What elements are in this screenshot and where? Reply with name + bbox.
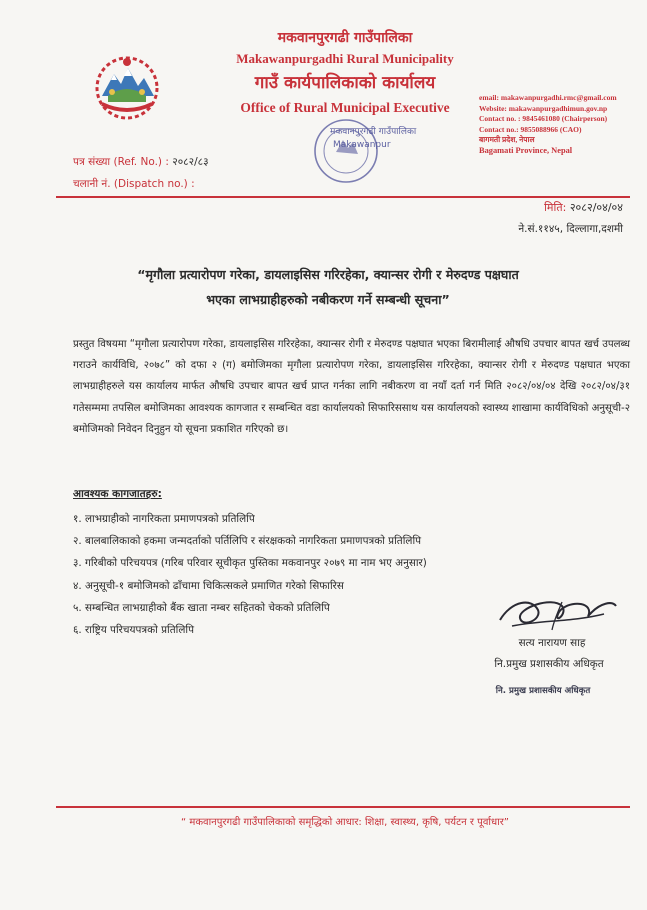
notice-body <box>73 334 630 440</box>
documents-heading: आवश्यक कागजातहरु: <box>73 488 162 500</box>
title-line-2: भएका लाभग्राहीहरुको नबीकरण गर्ने सम्बन्धी सूचना” <box>206 292 450 307</box>
notice-title <box>78 262 578 312</box>
municipality-name-en: Makawanpurgadhi Rural Municipality <box>236 51 454 66</box>
signatory-title: नि.प्रमुख प्रशासकीय अधिकृत <box>494 658 604 670</box>
nepal-emblem-icon <box>88 52 166 122</box>
municipality-name-np: मकवानपुरगढी गाउँपालिका <box>277 30 413 46</box>
stamp-text: मकवानपुरगढी गाउँपालिका <box>330 127 417 137</box>
list-item: ५. सम्बन्धित लाभग्राहीको बैंक खाता नम्बर सहितको चेकको प्रतिलिपि <box>73 601 330 614</box>
contact-chairperson: Contact no. : 9845461080 (Chairperson) <box>479 114 608 124</box>
contact-block <box>479 93 647 157</box>
footer-divider <box>56 806 630 808</box>
list-item: ४. अनुसूची-१ बमोजिमको ढाँचामा चिकित्सकले प्रमाणित गरेको सिफारिस <box>73 579 344 592</box>
province-en: Bagamati Province, Nepal <box>479 145 573 155</box>
nepal-sambat-date: ने.सं.११४५, दिल्लागा,दशमी <box>518 223 623 235</box>
date-label: मिति: <box>544 201 567 214</box>
contact-cao: Contact no.: 9855088966 (CAO) <box>479 124 582 134</box>
documents-list <box>73 508 427 641</box>
reference-number <box>73 155 209 169</box>
office-name-np: गाउँ कार्यपालिकाको कार्यालय <box>254 73 436 93</box>
signatory-stamp: नि. प्रमुख प्रशासकीय अधिकृत <box>495 686 591 696</box>
title-line-1: “मृगौला प्रत्यारोपण गरेका, डायलाइसिस गरिरहेका, क्यान्सर रोगी र मेरुदण्ड पक्षघात <box>137 267 519 282</box>
website-text: Website: makawanpurgadhimun.gov.np <box>479 103 608 113</box>
email-text: email: makawanpurgadhi.rmc@gmail.com <box>479 93 617 102</box>
address-np: बागमती प्रदेश, नेपाल <box>479 135 535 145</box>
ref-value: २०८२/८३ <box>172 156 209 168</box>
office-name-en: Office of Rural Municipal Executive <box>240 100 450 115</box>
ref-label: पत्र संख्या (Ref. No.) : <box>73 156 169 168</box>
date <box>544 200 623 215</box>
signatory-name: सत्य नारायण साह <box>518 637 586 649</box>
header-divider <box>56 196 630 198</box>
signature-icon <box>492 590 622 636</box>
footer-slogan: “ मकवानपुरगढी गाउँपालिकाको समृद्धिको आधार: शिक्षा, स्वास्थ्य, कृषि, पर्यटन र पूर्वाधार” <box>181 817 509 828</box>
dispatch-number: चलानी नं. (Dispatch no.) : <box>73 178 195 190</box>
date-value: २०८२/०४/०४ <box>569 201 623 214</box>
stamp-text-en: Makawanpur <box>333 140 391 150</box>
list-item: ३. गरिबीको परिचयपत्र (गरिब परिवार सूचीकृत पुस्तिका मकवानपुर २०७९ मा नाम भए अनुसार) <box>73 557 427 570</box>
list-item: ६. राष्ट्रिय परिचयपत्रको प्रतिलिपि <box>73 624 194 637</box>
list-item: २. बालबालिकाको हकमा जन्मदर्ताको पर्तिलिपि र संरक्षकको नागरिकता प्रमाणपत्रको प्रतिलिपि <box>73 535 422 548</box>
body-paragraph: प्रस्तुत विषयमा “मृगौला प्रत्यारोपण गरेका, डायलाइसिस गरिरहेका, क्यान्सर रोगी र मेरुदण्ड पक्षघात भएका बिरामीलाई औषधि उपचार बापत खर्च उपलब्ध गराउने कार्यविधि, २०७८” को दफा २ (ग) बमोजिमका मृगौला प्रत्यारोपण गरेका, डायलाइसिस गरिरहेका, क्यान्सर रोगी र मेरुदण्ड पक्षघात भएका लाभग्राहीहरुले यस कार्यालय मार्फत औषधि उपचार बापत खर्च प्राप्त गर्नका लागि नबीकरण वा नयाँ दर्ता गर्न मिति २०८२/०४/०४ देखि २०८२/०४/३१ गतेसम्ममा तपसिल बमोजिमका आवश्यक कागजात र सम्बन्धित वडा कार्यालयको सिफारिससाथ यस कार्यालयको स्वास्थ्य शाखामा कार्यविधिको अनुसूची-२ बमोजिमको निवेदन दिनुहुन यो सूचना प्रकाशित गरिएको छ। <box>73 339 630 435</box>
list-item: १. लाभग्राहीको नागरिकता प्रमाणपत्रको प्रतिलिपि <box>73 513 255 525</box>
